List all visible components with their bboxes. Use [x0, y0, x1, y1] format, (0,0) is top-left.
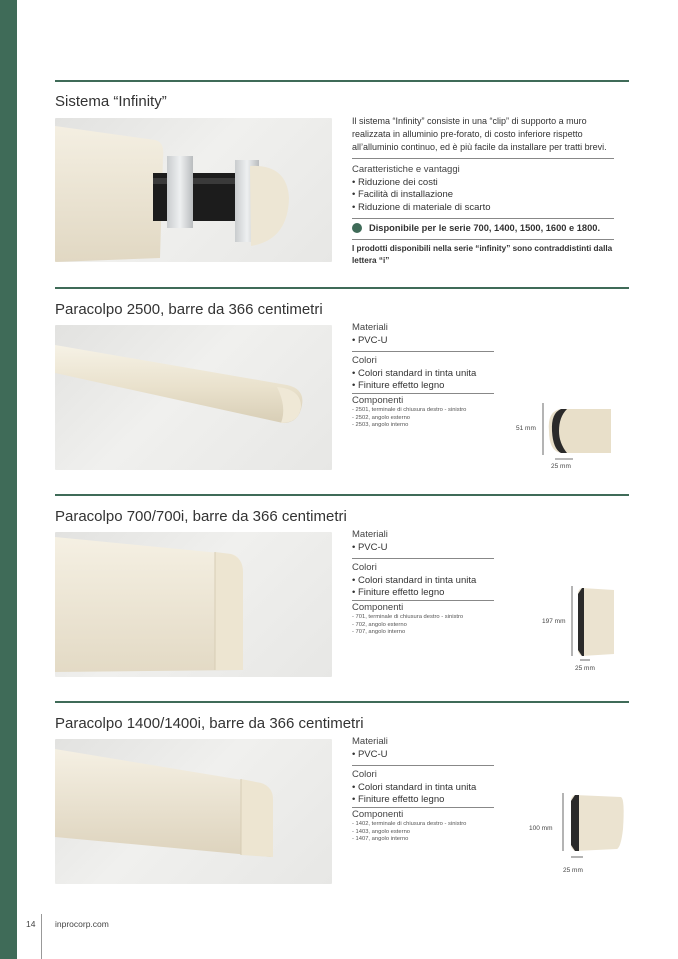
materials-item: • PVC-U: [352, 541, 388, 553]
component-item: - 702, angolo esterno: [352, 621, 407, 628]
section-rule: [55, 80, 629, 82]
bullet-dot-icon: [352, 223, 362, 233]
features-heading: Caratteristiche e vantaggi: [352, 164, 460, 175]
divider: [352, 239, 614, 240]
infinity-note: I prodotti disponibili nella serie “infinity” sono contraddistinti dalla lettera “i”: [352, 243, 613, 265]
section-title: Sistema “Infinity”: [55, 93, 167, 110]
colors-item: • Finiture effetto legno: [352, 380, 445, 391]
infinity-description: Il sistema “Infinity” consiste in una “clip” di supporto a muro realizzata in alluminio pre-forato, di costo inferiore rispetto all’alluminio continuo, ed è più facile da installare per tratti brevi.: [352, 116, 607, 152]
component-item: - 1402, terminale di chiusura destro - sinistro: [352, 821, 467, 827]
section-product-700: [55, 494, 629, 694]
divider: [352, 218, 614, 219]
colors-heading: Colori: [352, 769, 377, 780]
divider: [352, 600, 494, 601]
component-item: - 707, angolo interno: [352, 629, 406, 636]
page-number: 14: [26, 919, 36, 929]
colors-item: • Finiture effetto legno: [352, 794, 445, 805]
section-rule: [55, 287, 629, 289]
feature-item: • Riduzione dei costi: [352, 176, 438, 188]
height-dimension: 197 mm: [542, 618, 566, 625]
section-product-1400: [55, 701, 629, 901]
colors-item: • Colori standard in tinta unita: [352, 367, 477, 379]
divider: [352, 765, 494, 766]
product-title: Paracolpo 1400/1400i, barre da 366 centimetri: [55, 715, 364, 732]
footer-website: inprocorp.com: [55, 919, 109, 929]
colors-heading: Colori: [352, 562, 377, 573]
colors-item: • Finiture effetto legno: [352, 587, 445, 598]
infinity-clip-photo: [55, 118, 332, 262]
materials-heading: Materiali: [352, 322, 388, 333]
divider: [352, 158, 614, 159]
profile-drawing-700: [570, 584, 620, 662]
profile-drawing-2500: [541, 399, 623, 463]
divider: [352, 393, 494, 394]
product-photo-2500: [55, 325, 332, 470]
product-photo-1400: [55, 739, 332, 884]
divider: [352, 351, 494, 352]
components-heading: Componenti: [352, 601, 404, 613]
product-title: Paracolpo 2500, barre da 366 centimetri: [55, 301, 323, 318]
colors-item: • Colori standard in tinta unita: [352, 781, 477, 793]
depth-dimension: 25 mm: [551, 463, 571, 470]
availability-text: Disponibile per le serie 700, 1400, 1500, 1600 e 1800.: [369, 223, 601, 233]
divider: [352, 807, 494, 808]
depth-dimension: 25 mm: [575, 665, 595, 672]
profile-drawing-1400: [561, 789, 627, 861]
colors-heading: Colori: [352, 355, 377, 366]
section-product-2500: [55, 287, 629, 487]
component-item: - 2503, angolo interno: [352, 422, 409, 429]
depth-dimension: 25 mm: [563, 867, 583, 874]
section-infinity: [55, 80, 629, 280]
colors-item: • Colori standard in tinta unita: [352, 574, 477, 586]
component-item: - 1407, angolo interno: [352, 836, 409, 843]
divider: [352, 558, 494, 559]
height-dimension: 51 mm: [516, 425, 536, 432]
footer-divider: [41, 914, 42, 959]
components-heading: Componenti: [352, 808, 404, 820]
component-item: - 1403, angolo esterno: [352, 828, 411, 835]
product-title: Paracolpo 700/700i, barre da 366 centimetri: [55, 508, 347, 525]
component-item: - 701, terminale di chiusura destro - sinistro: [352, 614, 464, 620]
feature-item: • Riduzione di materiale di scarto: [352, 201, 491, 213]
materials-heading: Materiali: [352, 736, 388, 747]
materials-heading: Materiali: [352, 529, 388, 540]
height-dimension: 100 mm: [529, 825, 553, 832]
materials-item: • PVC-U: [352, 748, 388, 760]
feature-item: • Facilità di installazione: [352, 189, 454, 200]
materials-item: • PVC-U: [352, 334, 388, 346]
section-rule: [55, 701, 629, 703]
component-item: - 2501, terminale di chiusura destro - sinistro: [352, 407, 467, 413]
section-rule: [55, 494, 629, 496]
components-heading: Componenti: [352, 394, 404, 406]
component-item: - 2502, angolo esterno: [352, 414, 411, 421]
availability-line: [352, 222, 622, 235]
infinity-text: [352, 115, 622, 268]
side-color-bar: [0, 0, 17, 959]
product-photo-700: [55, 532, 332, 677]
